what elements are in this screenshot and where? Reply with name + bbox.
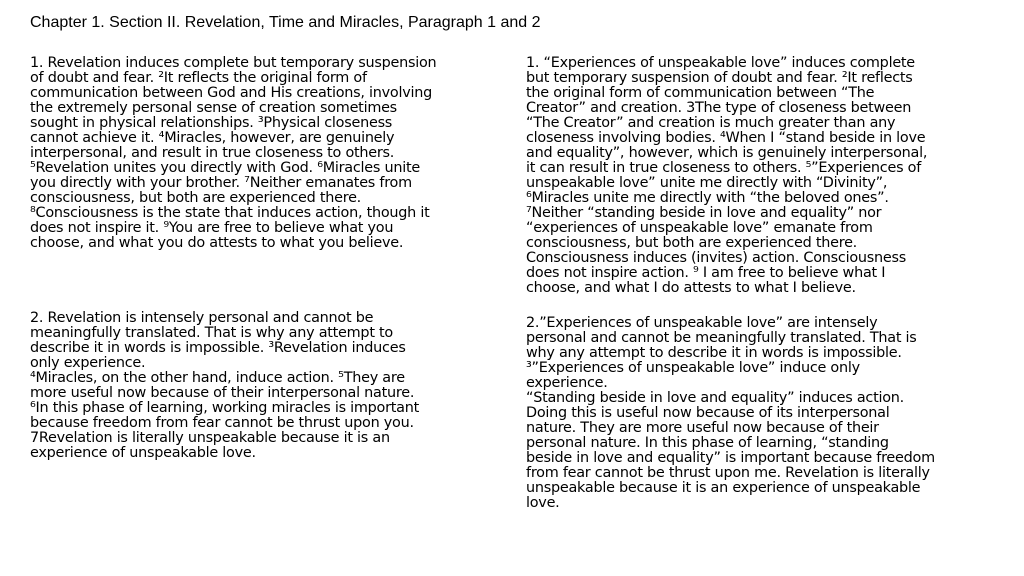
text-line: ⁶In this phase of learning, working miracles is important: [30, 400, 419, 416]
text-line: “The Creator” and creation is much greater than any: [526, 115, 896, 131]
text-line: ⁴Miracles, on the other hand, induce action. ⁵They are: [30, 370, 405, 386]
text-line: 1. Revelation induces complete but temporary suspension: [30, 55, 437, 71]
text-line: Consciousness induces (invites) action. Consciousness: [526, 250, 906, 266]
text-line: Doing this is useful now because of its interpersonal: [526, 405, 890, 421]
text-line: closeness involving bodies. ⁴When I “stand beside in love: [526, 130, 926, 146]
text-line: only experience.: [30, 355, 146, 371]
text-line: ³”Experiences of unspeakable love” induce only: [526, 360, 860, 376]
text-line: does not inspire action. ⁹ I am free to believe what I: [526, 265, 886, 281]
text-line: choose, and what you do attests to what you believe.: [30, 235, 404, 251]
text-line: ⁶Miracles unite me directly with “the beloved ones”.: [526, 190, 889, 206]
text-line: choose, and what I do attests to what I believe.: [526, 280, 856, 296]
text-line: experience of unspeakable love.: [30, 445, 256, 461]
text-line: ⁸Consciousness is the state that induces action, though it: [30, 205, 430, 221]
text-line: communication between God and His creations, involving: [30, 85, 432, 101]
text-line: the original form of communication between “The: [526, 85, 875, 101]
text-line: and equality”, however, which is genuinely interpersonal,: [526, 145, 928, 161]
text-line: because freedom from fear cannot be thrust upon you.: [30, 415, 414, 431]
text-line: 2. Revelation is intensely personal and cannot be: [30, 310, 374, 326]
text-line: beside in love and equality” is important because freedom: [526, 450, 935, 466]
right-paragraph-2: [526, 316, 996, 511]
text-line: you directly with your brother. ⁷Neither emanates from: [30, 175, 412, 191]
text-line: of doubt and fear. ²It reflects the original form of: [30, 70, 367, 86]
text-line: unspeakable love” unite me directly with “Divinity”,: [526, 175, 888, 191]
text-line: unspeakable because it is an experience of unspeakable: [526, 480, 921, 496]
text-line: consciousness, but both are experienced there.: [30, 190, 361, 206]
left-paragraph-2: [30, 311, 500, 461]
text-line: “experiences of unspeakable love” emanate from: [526, 220, 873, 236]
text-line: love.: [526, 495, 560, 511]
right-paragraph-1: [526, 56, 996, 296]
left-paragraph-1: [30, 56, 500, 251]
text-line: nature. They are more useful now because of their: [526, 420, 879, 436]
text-line: personal nature. In this phase of learning, “standing: [526, 435, 889, 451]
text-line: “Standing beside in love and equality” induces action.: [526, 390, 904, 406]
text-line: experience.: [526, 375, 608, 391]
text-line: more useful now because of their interpersonal nature.: [30, 385, 415, 401]
text-line: personal and cannot be meaningfully translated. That is: [526, 330, 917, 346]
slide-title: Chapter 1. Section II. Revelation, Time and Miracles, Paragraph 1 and 2: [30, 14, 541, 31]
text-line: ⁵Revelation unites you directly with God. ⁶Miracles unite: [30, 160, 420, 176]
text-line: interpersonal, and result in true closeness to others.: [30, 145, 395, 161]
text-line: 2.”Experiences of unspeakable love” are intensely: [526, 315, 878, 331]
text-line: describe it in words is impossible. ³Revelation induces: [30, 340, 406, 356]
text-line: consciousness, but both are experienced there.: [526, 235, 857, 251]
text-line: cannot achieve it. ⁴Miracles, however, are genuinely: [30, 130, 395, 146]
text-line: but temporary suspension of doubt and fear. ²It reflects: [526, 70, 913, 86]
text-line: 1. “Experiences of unspeakable love” induces complete: [526, 55, 915, 71]
text-line: ⁷Neither “standing beside in love and equality” nor: [526, 205, 882, 221]
text-line: Creator” and creation. 3The type of closeness between: [526, 100, 912, 116]
text-line: why any attempt to describe it in words is impossible.: [526, 345, 902, 361]
text-line: the extremely personal sense of creation sometimes: [30, 100, 397, 116]
text-line: from fear cannot be thrust upon me. Revelation is literally: [526, 465, 930, 481]
text-line: sought in physical relationships. ³Physical closeness: [30, 115, 393, 131]
text-line: does not inspire it. ⁹You are free to believe what you: [30, 220, 394, 236]
text-line: 7Revelation is literally unspeakable because it is an: [30, 430, 390, 446]
text-line: it can result in true closeness to others. ⁵”Experiences of: [526, 160, 922, 176]
text-line: meaningfully translated. That is why any attempt to: [30, 325, 393, 341]
